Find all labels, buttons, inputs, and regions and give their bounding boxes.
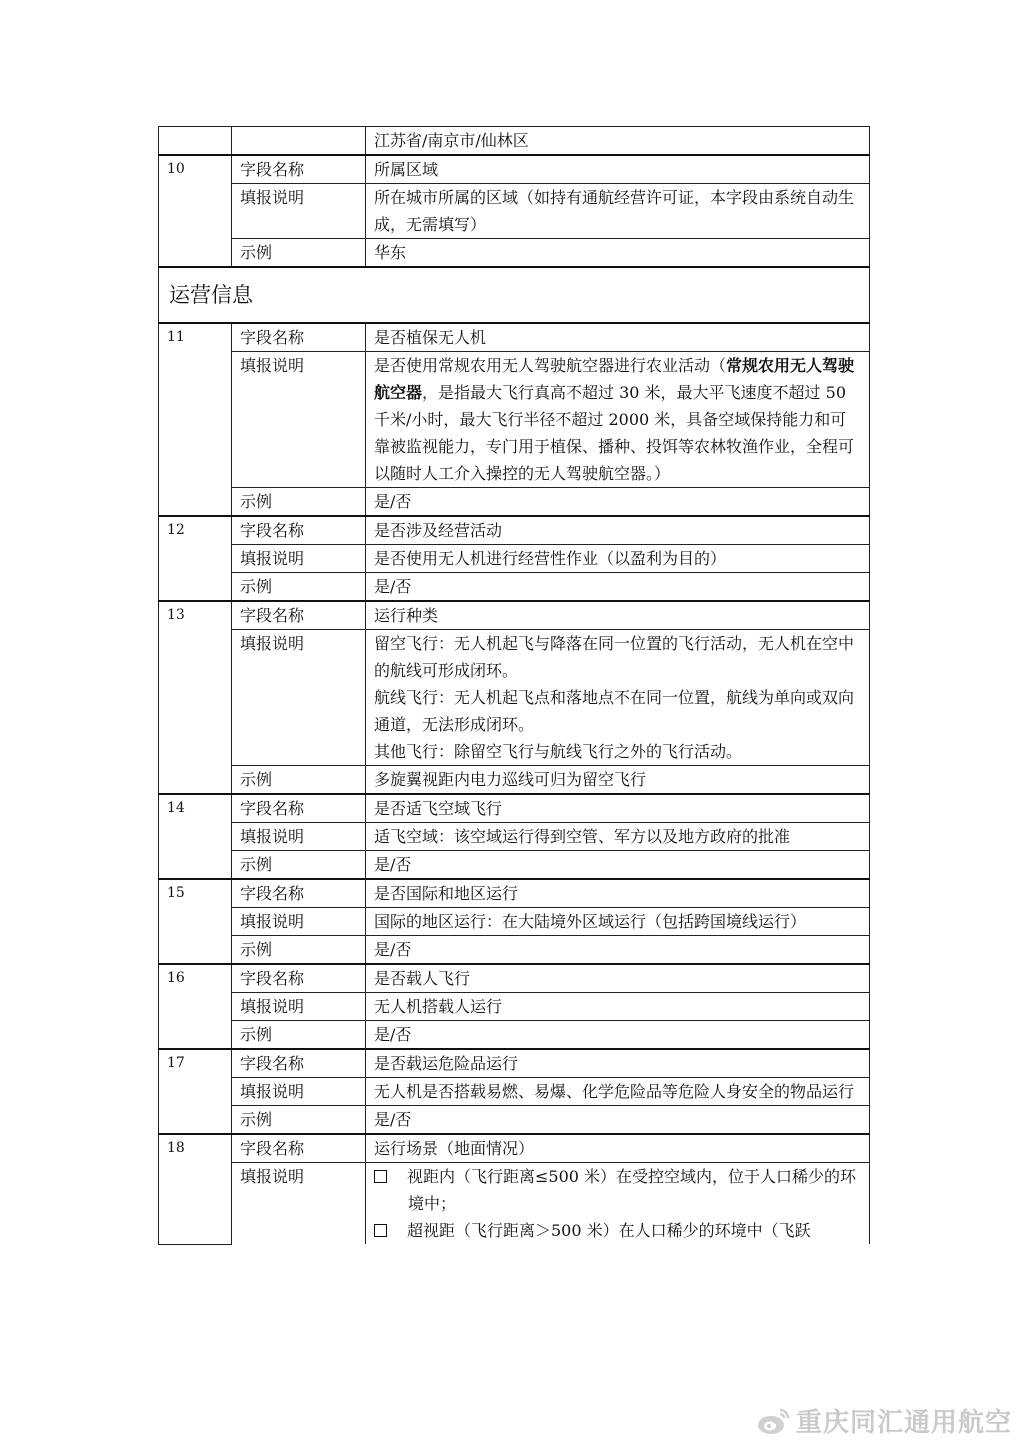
instructions-paragraph: 航线飞行：无人机起飞点和落地点不在同一位置，航线为单向或双向通道，无法形成闭环。: [374, 688, 855, 734]
table-row: [159, 127, 870, 156]
table-row: [159, 184, 870, 239]
field-name-value: 所属区域: [366, 155, 870, 184]
instructions-label: 填报说明: [232, 823, 366, 851]
example-value: 是/否: [366, 936, 870, 965]
field-name-label: 字段名称: [232, 794, 366, 823]
instructions-paragraph: 留空飞行：无人机起飞与降落在同一位置的飞行活动，无人机在空中的航线可形成闭环。: [374, 634, 855, 680]
table-row: [159, 908, 870, 936]
field-name-value: 是否涉及经营活动: [366, 516, 870, 545]
row-label: [232, 127, 366, 156]
option-line: [374, 1163, 861, 1217]
field-name-value: 是否载运危险品运行: [366, 1049, 870, 1078]
row-number: 16: [159, 964, 232, 1049]
instructions-value: [366, 352, 870, 488]
table-row: [159, 601, 870, 630]
field-spec-table: [158, 126, 870, 1245]
example-value: 是/否: [366, 1021, 870, 1050]
field-name-label: 字段名称: [232, 879, 366, 908]
instructions-text: ，是指最大飞行真高不超过 30 米，最大平飞速度不超过 50 千米/小时，最大飞行半径不超过 2000 米，具备空域保持能力和可靠被监视能力，专门用于植保、播种、投饵等农林牧渔作业，全程可以随时人工介入操控的无人驾驶航空器。）: [374, 383, 855, 483]
example-label: 示例: [232, 851, 366, 880]
table-row: [159, 1021, 870, 1050]
example-label: 示例: [232, 1106, 366, 1135]
row-number: 11: [159, 323, 232, 516]
instructions-value: [366, 630, 870, 766]
row-number: 10: [159, 155, 232, 267]
option-line: [374, 1217, 861, 1244]
table-row: [159, 239, 870, 268]
example-value: 是/否: [366, 573, 870, 602]
field-name-label: 字段名称: [232, 964, 366, 993]
instructions-label: 填报说明: [232, 352, 366, 488]
option-text: 超视距（飞行距离＞500 米）在人口稀少的环境中（飞跃: [407, 1221, 811, 1240]
table-row: [159, 1049, 870, 1078]
table-row: [159, 630, 870, 766]
instructions-label: 填报说明: [232, 993, 366, 1021]
field-name-label: 字段名称: [232, 155, 366, 184]
row-value: 江苏省/南京市/仙林区: [366, 127, 870, 156]
instructions-label: 填报说明: [232, 1078, 366, 1106]
table-row: [159, 1106, 870, 1135]
table-row: [159, 573, 870, 602]
checkbox-icon: [374, 1170, 387, 1183]
field-name-label: 字段名称: [232, 1134, 366, 1163]
example-label: 示例: [232, 1021, 366, 1050]
watermark-text: 重庆同汇通用航空: [795, 1408, 1012, 1438]
table-row: [159, 323, 870, 352]
instructions-value: 是否使用无人机进行经营性作业（以盈利为目的）: [366, 545, 870, 573]
field-name-value: 是否载人飞行: [366, 964, 870, 993]
example-label: 示例: [232, 766, 366, 795]
table-row: [159, 1078, 870, 1106]
table-row: [159, 879, 870, 908]
field-name-value: 是否国际和地区运行: [366, 879, 870, 908]
instructions-value: 国际的地区运行：在大陆境外区域运行（包括跨国境线运行）: [366, 908, 870, 936]
field-name-value: 运行种类: [366, 601, 870, 630]
field-name-value: 运行场景（地面情况）: [366, 1134, 870, 1163]
example-label: 示例: [232, 573, 366, 602]
table-row: [159, 488, 870, 517]
instructions-label: 填报说明: [232, 1163, 366, 1245]
example-value: 多旋翼视距内电力巡线可归为留空飞行: [366, 766, 870, 795]
example-label: 示例: [232, 488, 366, 517]
checkbox-icon: [374, 1224, 387, 1237]
instructions-value: [366, 1163, 870, 1245]
example-value: 是/否: [366, 851, 870, 880]
row-number: 14: [159, 794, 232, 879]
example-value: 是/否: [366, 488, 870, 517]
example-label: 示例: [232, 239, 366, 268]
table-row: [159, 155, 870, 184]
section-heading-row: [159, 267, 870, 323]
field-name-label: 字段名称: [232, 1049, 366, 1078]
field-name-value: 是否植保无人机: [366, 323, 870, 352]
field-name-label: 字段名称: [232, 516, 366, 545]
field-name-label: 字段名称: [232, 323, 366, 352]
table-row: [159, 766, 870, 795]
example-value: 华东: [366, 239, 870, 268]
row-number: 12: [159, 516, 232, 601]
row-number: [159, 127, 232, 156]
instructions-label: 填报说明: [232, 630, 366, 766]
table-row: [159, 352, 870, 488]
field-name-value: 是否适飞空域飞行: [366, 794, 870, 823]
instructions-label: 填报说明: [232, 184, 366, 239]
instructions-label: 填报说明: [232, 908, 366, 936]
section-title: 运营信息: [159, 267, 870, 323]
instructions-text: 是否使用常规农用无人驾驶航空器进行农业活动（: [374, 356, 727, 375]
instructions-value: 适飞空域：该空域运行得到空管、军方以及地方政府的批准: [366, 823, 870, 851]
example-value: 是/否: [366, 1106, 870, 1135]
table-row: [159, 545, 870, 573]
table-row: [159, 1134, 870, 1163]
instructions-value: 所在城市所属的区域（如持有通航经营许可证，本字段由系统自动生成，无需填写）: [366, 184, 870, 239]
row-number: 13: [159, 601, 232, 794]
instructions-label: 填报说明: [232, 545, 366, 573]
table-row: [159, 794, 870, 823]
table-row: [159, 1163, 870, 1245]
table-row: [159, 936, 870, 965]
table-row: [159, 851, 870, 880]
instructions-bold-term: 常规农用无人驾驶航空器: [374, 356, 855, 402]
row-number: 17: [159, 1049, 232, 1134]
table-row: [159, 823, 870, 851]
row-number: 18: [159, 1134, 232, 1244]
field-name-label: 字段名称: [232, 601, 366, 630]
option-text: 视距内（飞行距离≤500 米）在受控空域内，位于人口稀少的环境中；: [407, 1167, 857, 1213]
instructions-value: 无人机搭载人运行: [366, 993, 870, 1021]
table-row: [159, 516, 870, 545]
watermark: [756, 1402, 1012, 1439]
table-row: [159, 993, 870, 1021]
example-label: 示例: [232, 936, 366, 965]
instructions-value: 无人机是否搭载易燃、易爆、化学危险品等危险人身安全的物品运行: [366, 1078, 870, 1106]
weibo-icon: [756, 1406, 790, 1436]
table-row: [159, 964, 870, 993]
instructions-paragraph: 其他飞行：除留空飞行与航线飞行之外的飞行活动。: [374, 742, 743, 761]
row-number: 15: [159, 879, 232, 964]
